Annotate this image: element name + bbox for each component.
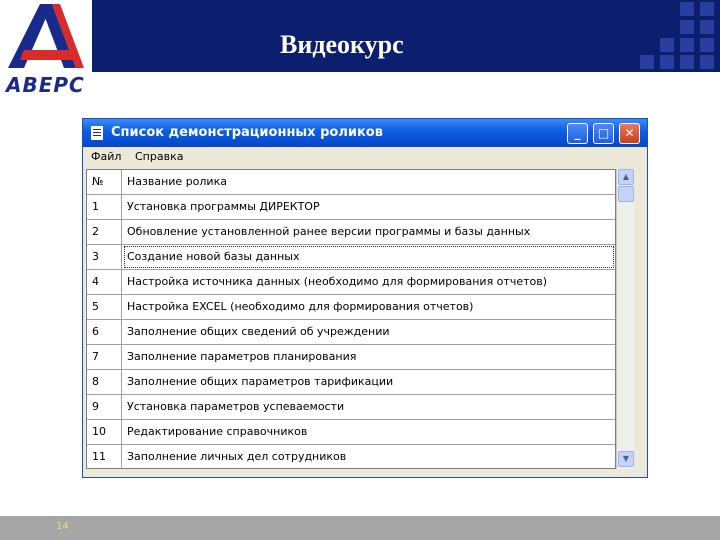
decorative-squares (640, 0, 720, 72)
row-name: Редактирование справочников (127, 425, 308, 438)
row-name: Установка параметров успеваемости (127, 400, 345, 413)
row-number: 8 (87, 370, 122, 394)
scroll-down-button[interactable] (618, 451, 634, 467)
row-name: Настройка EXCEL (необходимо для формирования отчетов) (127, 300, 474, 313)
video-table (86, 169, 616, 469)
table-row[interactable] (87, 320, 615, 345)
row-name: Заполнение общих сведений об учреждении (127, 325, 390, 338)
close-icon: ✕ (624, 126, 635, 140)
row-number: 9 (87, 395, 122, 419)
logo (0, 0, 92, 98)
column-header-number[interactable]: № (87, 170, 122, 194)
minimize-button[interactable] (567, 123, 588, 144)
slide-header (0, 0, 720, 72)
window-list-icon (91, 126, 103, 140)
maximize-icon: □ (597, 126, 610, 140)
row-name: Заполнение личных дел сотрудников (127, 450, 347, 463)
row-number: 2 (87, 220, 122, 244)
row-number: 10 (87, 420, 122, 444)
row-number: 7 (87, 345, 122, 369)
vertical-scrollbar[interactable] (616, 169, 634, 469)
page-number: 14 (56, 521, 69, 532)
chevron-down-icon: ▼ (622, 454, 630, 463)
row-name: Обновление установленной ранее версии программы и базы данных (127, 225, 531, 238)
table-row[interactable] (87, 245, 615, 270)
table-row[interactable] (87, 195, 615, 220)
menu-bar (83, 147, 647, 167)
row-number: 5 (87, 295, 122, 319)
window-title: Список демонстрационных роликов (111, 125, 383, 140)
table-row[interactable] (87, 420, 615, 445)
row-number: 11 (87, 445, 122, 469)
scroll-thumb[interactable] (618, 186, 634, 202)
table-row[interactable] (87, 445, 615, 469)
menu-help[interactable]: Справка (135, 150, 184, 163)
logo-text: АВЕРС (6, 73, 85, 97)
slide-footer (0, 516, 720, 540)
row-name: Заполнение общих параметров тарификации (127, 375, 394, 388)
row-number: 6 (87, 320, 122, 344)
video-list-window (82, 118, 648, 478)
row-number: 3 (87, 245, 122, 269)
row-number: 1 (87, 195, 122, 219)
row-name: Настройка источника данных (необходимо для формирования отчетов) (127, 275, 547, 288)
table-row[interactable] (87, 345, 615, 370)
slide-title: Видеокурс (280, 30, 404, 59)
table-row[interactable] (87, 395, 615, 420)
table-row[interactable] (87, 270, 615, 295)
close-button[interactable] (619, 123, 640, 144)
maximize-button[interactable] (593, 123, 614, 144)
row-number: 4 (87, 270, 122, 294)
column-header-name[interactable]: Название ролика (127, 175, 227, 188)
chevron-up-icon: ▲ (622, 172, 630, 181)
scroll-up-button[interactable] (618, 169, 634, 185)
table-row[interactable] (87, 295, 615, 320)
logo-mark-icon (0, 0, 92, 72)
table-row[interactable] (87, 370, 615, 395)
window-titlebar[interactable] (83, 119, 647, 147)
minimize-icon: _ (574, 126, 581, 140)
table-row[interactable] (87, 220, 615, 245)
row-name: Установка программы ДИРЕКТОР (127, 200, 320, 213)
table-header (87, 170, 615, 195)
row-name: Создание новой базы данных (123, 245, 615, 269)
menu-file[interactable]: Файл (91, 150, 122, 163)
row-name: Заполнение параметров планирования (127, 350, 357, 363)
